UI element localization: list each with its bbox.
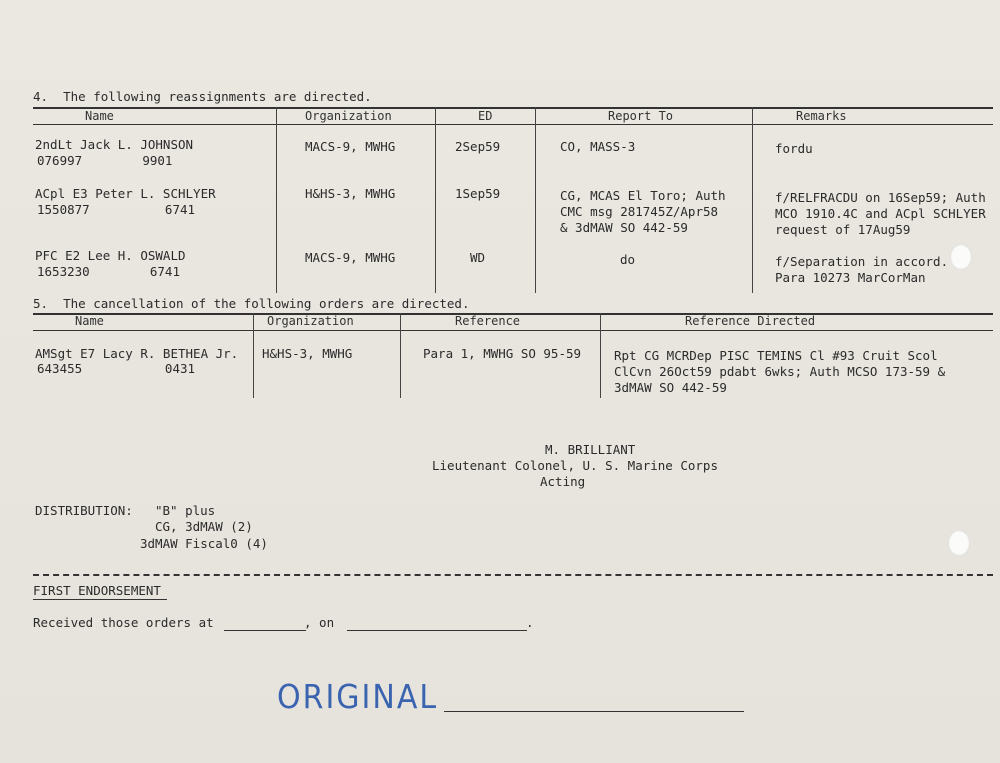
table-row-name: AMSgt E7 Lacy R. BETHEA Jr.: [35, 346, 239, 361]
table-row-ids: 643455 0431: [37, 361, 196, 376]
section4-divider: [752, 107, 753, 293]
col-header-report-to: Report To: [608, 109, 674, 123]
col-header-name: Name: [85, 109, 114, 123]
section4-divider: [276, 107, 277, 293]
table-row-name: 2ndLt Jack L. JOHNSON: [35, 137, 194, 152]
stamp-blank-line: [444, 711, 744, 712]
table-row-report: CMC msg 281745Z/Apr58: [560, 204, 719, 219]
section5-divider: [400, 313, 401, 398]
table-row-ids: 1550877 6741: [37, 202, 196, 217]
endorsement-end-punct: .: [526, 615, 534, 630]
table-row-org: MACS-9, MWHG: [305, 250, 396, 265]
table-row-remarks: fordu: [775, 141, 813, 156]
signature-role: Acting: [540, 474, 586, 489]
table-row-remarks: MCO 1910.4C and ACpl SCHLYER: [775, 206, 986, 221]
col-header-name: Name: [75, 314, 104, 328]
section4-divider: [435, 107, 436, 293]
col-header-organization: Organization: [305, 109, 392, 123]
table-row-report: do: [620, 252, 636, 267]
distribution-label: DISTRIBUTION:: [35, 503, 133, 518]
col-header-reference: Reference: [455, 314, 521, 328]
col-header-organization: Organization: [267, 314, 354, 328]
table-row-report: & 3dMAW SO 442-59: [560, 220, 688, 235]
table-row-ed: 1Sep59: [455, 186, 501, 201]
table-row-directed: ClCvn 26Oct59 pdabt 6wks; Auth MCSO 173-59 &: [614, 364, 946, 379]
section4-heading: 4. The following reassignments are directed.: [33, 89, 372, 104]
table-row-remarks: f/Separation in accord.: [775, 254, 949, 269]
table-row-org: H&HS-3, MWHG: [262, 346, 353, 361]
section4-top-rule: [33, 107, 993, 109]
table-row-ids: 076997 9901: [37, 153, 173, 168]
table-row-ed: WD: [470, 250, 486, 265]
table-row-remarks: request of 17Aug59: [775, 222, 911, 237]
endorsement-time-blank: [224, 630, 306, 631]
table-row-ids: 1653230 6741: [37, 264, 180, 279]
section5-heading: 5. The cancellation of the following orders are directed.: [33, 296, 470, 311]
distribution-line: CG, 3dMAW (2): [155, 519, 253, 534]
section4-divider: [535, 107, 536, 293]
table-row-directed: Rpt CG MCRDep PISC TEMINS Cl #93 Cruit Scol: [614, 348, 938, 363]
endorsement-title: FIRST ENDORSEMENT: [33, 583, 161, 598]
endorsement-received-label: Received those orders at: [33, 615, 214, 630]
tear-line: [33, 574, 993, 576]
distribution-line: "B" plus: [155, 503, 216, 518]
section5-divider: [600, 313, 601, 398]
endorsement-date-blank: [347, 630, 527, 631]
table-row-remarks: Para 10273 MarCorMan: [775, 270, 926, 285]
table-row-name: PFC E2 Lee H. OSWALD: [35, 248, 186, 263]
original-stamp: ORIGINAL: [277, 678, 439, 717]
table-row-report: CO, MASS-3: [560, 139, 636, 154]
section4-header-rule: [33, 124, 993, 125]
signature-name: M. BRILLIANT: [545, 442, 636, 457]
col-header-remarks: Remarks: [796, 109, 847, 123]
table-row-org: MACS-9, MWHG: [305, 139, 396, 154]
col-header-reference-directed: Reference Directed: [685, 314, 816, 328]
section5-header-rule: [33, 330, 993, 331]
endorsement-on-label: , on: [304, 615, 335, 630]
table-row-ed: 2Sep59: [455, 139, 501, 154]
punch-hole: [948, 530, 970, 556]
punch-hole: [950, 244, 972, 270]
signature-title: Lieutenant Colonel, U. S. Marine Corps: [432, 458, 718, 473]
table-row-report: CG, MCAS El Toro; Auth: [560, 188, 726, 203]
distribution-line: 3dMAW Fiscal0 (4): [140, 536, 268, 551]
col-header-ed: ED: [478, 109, 493, 123]
table-row-org: H&HS-3, MWHG: [305, 186, 396, 201]
table-row-reference: Para 1, MWHG SO 95-59: [423, 346, 582, 361]
section5-divider: [253, 313, 254, 398]
table-row-name: ACpl E3 Peter L. SCHLYER: [35, 186, 216, 201]
table-row-remarks: f/RELFRACDU on 16Sep59; Auth: [775, 190, 986, 205]
endorsement-title-underline: [33, 599, 167, 600]
table-row-directed: 3dMAW SO 442-59: [614, 380, 727, 395]
